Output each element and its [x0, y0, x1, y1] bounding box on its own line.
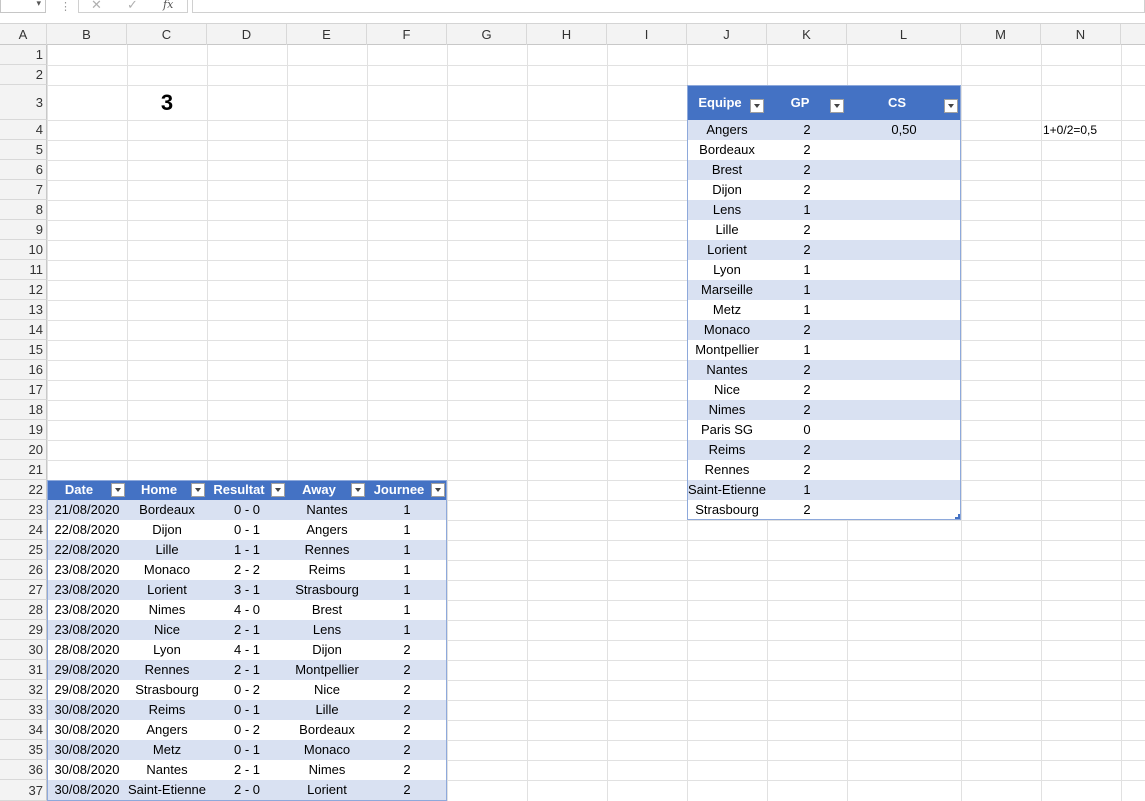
match-table-cell-away[interactable]: Lille — [287, 700, 367, 720]
row-header[interactable]: 21 — [0, 460, 47, 480]
team-table-header-label: Equipe — [698, 95, 742, 110]
match-table-cell-date[interactable]: 29/08/2020 — [47, 660, 127, 680]
table-row — [687, 120, 961, 140]
team-table-cell-gp[interactable]: 2 — [767, 380, 847, 400]
team-table-cell-team[interactable]: Paris SG — [687, 420, 767, 440]
column-header-h[interactable]: H — [527, 24, 607, 45]
team-table-cell-gp[interactable]: 2 — [767, 140, 847, 160]
table-row — [47, 580, 447, 600]
team-table-cell-team[interactable]: Monaco — [687, 320, 767, 340]
filter-dropdown-icon[interactable] — [271, 483, 285, 497]
grid-line — [47, 280, 1145, 281]
match-table-cell-away[interactable]: Bordeaux — [287, 720, 367, 740]
row-header[interactable]: 23 — [0, 500, 47, 520]
match-table-header-journee[interactable] — [367, 480, 447, 500]
match-table-cell-result[interactable]: 2 - 1 — [207, 620, 287, 640]
match-table-cell-date[interactable]: 23/08/2020 — [47, 560, 127, 580]
team-table-cell-gp[interactable]: 2 — [767, 320, 847, 340]
grid-line — [47, 120, 1145, 121]
row-header[interactable]: 1 — [0, 45, 47, 65]
match-table-cell-home[interactable]: Monaco — [127, 560, 207, 580]
team-table-cell-team[interactable]: Nantes — [687, 360, 767, 380]
team-table-cell-team[interactable]: Nimes — [687, 400, 767, 420]
formula-bar-splitter[interactable]: ⋮ — [60, 1, 71, 13]
match-table-cell-result[interactable]: 1 - 1 — [207, 540, 287, 560]
match-table-cell-away[interactable]: Montpellier — [287, 660, 367, 680]
row-header[interactable]: 13 — [0, 300, 47, 320]
match-table-cell-away[interactable]: Angers — [287, 520, 367, 540]
match-table-cell-day[interactable]: 1 — [367, 500, 447, 520]
row-header[interactable]: 11 — [0, 260, 47, 280]
match-table-cell-day[interactable]: 1 — [367, 620, 447, 640]
row-header[interactable]: 36 — [0, 760, 47, 780]
column-header-n[interactable]: N — [1041, 24, 1121, 45]
row-header[interactable]: 25 — [0, 540, 47, 560]
grid-line — [47, 240, 1145, 241]
row-header[interactable]: 15 — [0, 340, 47, 360]
table-row — [687, 400, 961, 420]
fx-icon[interactable]: fx — [163, 0, 174, 11]
column-header-a[interactable]: A — [0, 24, 47, 45]
team-table-cell-gp[interactable]: 1 — [767, 480, 847, 500]
chevron-down-icon[interactable]: ▾ — [36, 0, 41, 8]
row-header[interactable]: 19 — [0, 420, 47, 440]
grid-line — [47, 420, 1145, 421]
team-table-cell-cs[interactable]: 0,50 — [847, 120, 961, 140]
match-table-cell-result[interactable]: 4 - 0 — [207, 600, 287, 620]
row-header[interactable]: 26 — [0, 560, 47, 580]
table-row — [687, 300, 961, 320]
match-table-cell-result[interactable]: 3 - 1 — [207, 580, 287, 600]
grid-line — [47, 260, 1145, 261]
team-table-cell-gp[interactable]: 1 — [767, 300, 847, 320]
team-table-cell-team[interactable]: Lens — [687, 200, 767, 220]
match-table-cell-home[interactable]: Dijon — [127, 520, 207, 540]
team-table-cell-gp[interactable]: 2 — [767, 220, 847, 240]
team-table-cell-team[interactable]: Brest — [687, 160, 767, 180]
match-table-cell-home[interactable]: Lyon — [127, 640, 207, 660]
match-table-cell-result[interactable]: 0 - 1 — [207, 740, 287, 760]
filter-dropdown-icon[interactable] — [111, 483, 125, 497]
table-row — [687, 380, 961, 400]
row-header[interactable]: 2 — [0, 65, 47, 85]
team-table-cell-team[interactable]: Saint-Etienne — [687, 480, 767, 500]
table-row — [687, 160, 961, 180]
table-row — [47, 520, 447, 540]
team-table-cell-gp[interactable]: 2 — [767, 120, 847, 140]
row-header[interactable]: 30 — [0, 640, 47, 660]
match-table-cell-home[interactable]: Nice — [127, 620, 207, 640]
row-header[interactable]: 16 — [0, 360, 47, 380]
grid-line — [47, 340, 1145, 341]
row-header[interactable]: 14 — [0, 320, 47, 340]
row-header[interactable]: 17 — [0, 380, 47, 400]
team-table-cell-team[interactable]: Marseille — [687, 280, 767, 300]
match-table-cell-home[interactable]: Lille — [127, 540, 207, 560]
grid-line — [47, 300, 1145, 301]
grid-line — [47, 440, 1145, 441]
match-table-header-label: Home — [140, 482, 178, 497]
match-table-cell-home[interactable]: Bordeaux — [127, 500, 207, 520]
row-header[interactable]: 29 — [0, 620, 47, 640]
team-table-cell-team[interactable]: Rennes — [687, 460, 767, 480]
match-table-cell-away[interactable]: Lorient — [287, 780, 367, 800]
table-row — [47, 720, 447, 740]
filter-dropdown-icon[interactable] — [750, 99, 764, 113]
team-table-cell-gp[interactable]: 2 — [767, 160, 847, 180]
row-header[interactable]: 37 — [0, 780, 47, 801]
close-icon[interactable]: ✕ — [91, 0, 102, 12]
match-table-cell-day[interactable]: 2 — [367, 680, 447, 700]
grid-line — [47, 320, 1145, 321]
row-header[interactable]: 22 — [0, 480, 47, 500]
table-resize-handle[interactable] — [955, 514, 960, 519]
big-value-cell[interactable]: 3 — [160, 90, 174, 115]
match-table-cell-home[interactable]: Rennes — [127, 660, 207, 680]
match-table-cell-day[interactable]: 1 — [367, 560, 447, 580]
team-table-cell-team[interactable]: Nice — [687, 380, 767, 400]
table-row — [47, 620, 447, 640]
match-table-cell-day[interactable]: 1 — [367, 520, 447, 540]
match-table-cell-date[interactable]: 21/08/2020 — [47, 500, 127, 520]
grid-line — [47, 360, 1145, 361]
table-row — [687, 460, 961, 480]
match-table-cell-result[interactable]: 0 - 2 — [207, 680, 287, 700]
team-table-cell-gp[interactable]: 0 — [767, 420, 847, 440]
table-row — [687, 180, 961, 200]
row-header[interactable]: 28 — [0, 600, 47, 620]
match-table-cell-date[interactable]: 23/08/2020 — [47, 620, 127, 640]
table-row — [687, 240, 961, 260]
match-table-cell-away[interactable]: Brest — [287, 600, 367, 620]
team-table-header-gp[interactable] — [767, 85, 847, 120]
match-table-cell-away[interactable]: Nimes — [287, 760, 367, 780]
table-row — [47, 660, 447, 680]
row-header[interactable]: 10 — [0, 240, 47, 260]
match-table-cell-result[interactable]: 2 - 1 — [207, 760, 287, 780]
row-header[interactable]: 6 — [0, 160, 47, 180]
team-table-cell-cs[interactable] — [847, 240, 961, 260]
team-table-cell-team[interactable]: Reims — [687, 440, 767, 460]
match-table-cell-away[interactable]: Reims — [287, 560, 367, 580]
team-table-cell-gp[interactable]: 2 — [767, 440, 847, 460]
column-header-i[interactable]: I — [607, 24, 687, 45]
match-table-cell-date[interactable]: 30/08/2020 — [47, 780, 127, 800]
table-row — [47, 760, 447, 780]
match-table-cell-date[interactable]: 22/08/2020 — [47, 540, 127, 560]
row-header[interactable]: 31 — [0, 660, 47, 680]
team-table-cell-cs[interactable] — [847, 400, 961, 420]
match-table-cell-day[interactable]: 2 — [367, 780, 447, 800]
match-table-cell-date[interactable]: 29/08/2020 — [47, 680, 127, 700]
team-table-cell-cs[interactable] — [847, 440, 961, 460]
team-table-cell-cs[interactable] — [847, 160, 961, 180]
row-header[interactable]: 9 — [0, 220, 47, 240]
table-row — [687, 340, 961, 360]
table-row — [687, 480, 961, 500]
match-table-cell-day[interactable]: 2 — [367, 760, 447, 780]
match-table-cell-away[interactable]: Monaco — [287, 740, 367, 760]
column-header-f[interactable]: F — [367, 24, 447, 45]
match-table-header-resultat[interactable] — [207, 480, 287, 500]
match-table-cell-home[interactable]: Angers — [127, 720, 207, 740]
formula-input[interactable] — [192, 0, 1145, 13]
table-row — [47, 700, 447, 720]
team-table-cell-gp[interactable]: 2 — [767, 360, 847, 380]
team-table-header-label: CS — [887, 95, 907, 110]
column-header-e[interactable]: E — [287, 24, 367, 45]
match-table-cell-date[interactable]: 23/08/2020 — [47, 600, 127, 620]
team-table-cell-team[interactable]: Lorient — [687, 240, 767, 260]
row-header[interactable]: 32 — [0, 680, 47, 700]
team-table-cell-gp[interactable]: 2 — [767, 400, 847, 420]
match-table-cell-away[interactable]: Nice — [287, 680, 367, 700]
match-table-cell-day[interactable]: 1 — [367, 540, 447, 560]
match-table-cell-date[interactable]: 30/08/2020 — [47, 740, 127, 760]
team-table-cell-gp[interactable]: 2 — [767, 240, 847, 260]
match-table-header-date[interactable] — [47, 480, 127, 500]
match-table-header-away[interactable] — [287, 480, 367, 500]
match-table-cell-day[interactable]: 2 — [367, 700, 447, 720]
grid-line — [47, 460, 1145, 461]
check-icon[interactable]: ✓ — [127, 0, 138, 12]
table-row — [687, 420, 961, 440]
grid-line — [47, 400, 1145, 401]
table-row — [47, 680, 447, 700]
name-box[interactable] — [0, 0, 46, 13]
column-header-g[interactable]: G — [447, 24, 527, 45]
formula-bar — [0, 0, 1145, 24]
team-table-cell-cs[interactable] — [847, 260, 961, 280]
match-table-cell-home[interactable]: Saint-Etienne — [127, 780, 207, 800]
match-table-cell-day[interactable]: 2 — [367, 740, 447, 760]
match-table-cell-result[interactable]: 2 - 1 — [207, 660, 287, 680]
match-table-cell-home[interactable]: Lorient — [127, 580, 207, 600]
grid-line — [47, 220, 1145, 221]
formula-bar-buttons — [78, 0, 188, 13]
team-table-cell-team[interactable]: Dijon — [687, 180, 767, 200]
match-table-cell-result[interactable]: 4 - 1 — [207, 640, 287, 660]
team-table-cell-cs[interactable] — [847, 500, 961, 520]
row-header[interactable]: 35 — [0, 740, 47, 760]
row-header[interactable]: 24 — [0, 520, 47, 540]
filter-dropdown-icon[interactable] — [944, 99, 958, 113]
match-table-cell-date[interactable]: 30/08/2020 — [47, 700, 127, 720]
filter-dropdown-icon[interactable] — [431, 483, 445, 497]
grid-line — [47, 65, 1145, 66]
match-table-header-label: Resultat — [213, 482, 265, 497]
row-header[interactable]: 33 — [0, 700, 47, 720]
match-table-header-label: Journee — [373, 482, 425, 497]
team-table-cell-team[interactable]: Lille — [687, 220, 767, 240]
row-header[interactable]: 34 — [0, 720, 47, 740]
match-table-cell-away[interactable]: Lens — [287, 620, 367, 640]
grid-line — [47, 200, 1145, 201]
table-row — [687, 280, 961, 300]
grid-line — [47, 140, 1145, 141]
match-table-cell-away[interactable]: Rennes — [287, 540, 367, 560]
team-table-cell-cs[interactable] — [847, 380, 961, 400]
table-row — [687, 320, 961, 340]
match-table-cell-day[interactable]: 1 — [367, 600, 447, 620]
grid-line — [961, 45, 962, 801]
team-table-cell-team[interactable]: Montpellier — [687, 340, 767, 360]
match-table-cell-date[interactable]: 23/08/2020 — [47, 580, 127, 600]
grid-line — [527, 45, 528, 801]
match-table-cell-date[interactable]: 22/08/2020 — [47, 520, 127, 540]
row-header[interactable]: 3 — [0, 85, 47, 120]
match-table-cell-home[interactable]: Nimes — [127, 600, 207, 620]
match-table-cell-day[interactable]: 1 — [367, 580, 447, 600]
match-table-cell-result[interactable]: 0 - 0 — [207, 500, 287, 520]
team-table-cell-cs[interactable] — [847, 280, 961, 300]
match-table-cell-home[interactable]: Strasbourg — [127, 680, 207, 700]
team-table-cell-cs[interactable] — [847, 180, 961, 200]
row-header[interactable]: 5 — [0, 140, 47, 160]
team-table-cell-gp[interactable]: 1 — [767, 280, 847, 300]
team-table-cell-cs[interactable] — [847, 480, 961, 500]
column-header-c[interactable]: C — [127, 24, 207, 45]
column-header-k[interactable]: K — [767, 24, 847, 45]
match-table-cell-away[interactable]: Strasbourg — [287, 580, 367, 600]
match-table-cell-away[interactable]: Nantes — [287, 500, 367, 520]
table-row — [687, 360, 961, 380]
grid-line — [47, 160, 1145, 161]
team-table-cell-team[interactable]: Angers — [687, 120, 767, 140]
team-table-cell-cs[interactable] — [847, 420, 961, 440]
row-header[interactable]: 12 — [0, 280, 47, 300]
team-table-cell-cs[interactable] — [847, 140, 961, 160]
table-row — [687, 140, 961, 160]
match-table-cell-away[interactable]: Dijon — [287, 640, 367, 660]
team-table-cell-gp[interactable]: 1 — [767, 260, 847, 280]
team-table-header-equipe[interactable] — [687, 85, 767, 120]
grid-line — [1121, 45, 1122, 801]
column-header-b[interactable]: B — [47, 24, 127, 45]
filter-dropdown-icon[interactable] — [830, 99, 844, 113]
column-header-l[interactable]: L — [847, 24, 961, 45]
table-row — [47, 600, 447, 620]
table-row — [47, 560, 447, 580]
grid-line — [447, 45, 448, 801]
table-row — [687, 260, 961, 280]
team-table-header-label: GP — [790, 95, 810, 110]
table-row — [47, 780, 447, 800]
filter-dropdown-icon[interactable] — [351, 483, 365, 497]
table-row — [47, 740, 447, 760]
column-header-d[interactable]: D — [207, 24, 287, 45]
match-table-cell-home[interactable]: Metz — [127, 740, 207, 760]
row-header[interactable]: 27 — [0, 580, 47, 600]
team-table-cell-cs[interactable] — [847, 320, 961, 340]
team-table-cell-cs[interactable] — [847, 300, 961, 320]
team-table-cell-cs[interactable] — [847, 340, 961, 360]
row-header[interactable]: 7 — [0, 180, 47, 200]
table-row — [687, 440, 961, 460]
column-header-m[interactable]: M — [961, 24, 1041, 45]
team-table-cell-cs[interactable] — [847, 360, 961, 380]
match-table-cell-result[interactable]: 2 - 0 — [207, 780, 287, 800]
table-row — [47, 640, 447, 660]
team-table-cell-gp[interactable]: 1 — [767, 200, 847, 220]
match-table-cell-result[interactable]: 2 - 2 — [207, 560, 287, 580]
row-header[interactable]: 20 — [0, 440, 47, 460]
team-table-cell-gp[interactable]: 2 — [767, 500, 847, 520]
team-table-cell-team[interactable]: Strasbourg — [687, 500, 767, 520]
match-table-cell-day[interactable]: 2 — [367, 660, 447, 680]
team-table-cell-gp[interactable]: 2 — [767, 460, 847, 480]
match-table-cell-date[interactable]: 30/08/2020 — [47, 760, 127, 780]
team-table-cell-gp[interactable]: 2 — [767, 180, 847, 200]
match-table-cell-home[interactable]: Reims — [127, 700, 207, 720]
team-table-cell-team[interactable]: Bordeaux — [687, 140, 767, 160]
match-table-header-home[interactable] — [127, 480, 207, 500]
team-table-cell-cs[interactable] — [847, 220, 961, 240]
row-header[interactable]: 18 — [0, 400, 47, 420]
row-header[interactable]: 8 — [0, 200, 47, 220]
team-table-cell-gp[interactable]: 1 — [767, 340, 847, 360]
column-header-j[interactable]: J — [687, 24, 767, 45]
match-table-cell-result[interactable]: 0 - 2 — [207, 720, 287, 740]
team-table-cell-team[interactable]: Lyon — [687, 260, 767, 280]
match-table-cell-day[interactable]: 2 — [367, 720, 447, 740]
note-cell[interactable]: 1+0/2=0,5 — [1043, 123, 1098, 137]
team-table-cell-cs[interactable] — [847, 200, 961, 220]
grid-line — [47, 180, 1145, 181]
table-row — [687, 200, 961, 220]
match-table-cell-date[interactable]: 30/08/2020 — [47, 720, 127, 740]
match-table-cell-day[interactable]: 2 — [367, 640, 447, 660]
table-row — [47, 540, 447, 560]
table-row — [687, 500, 961, 520]
match-table-cell-home[interactable]: Nantes — [127, 760, 207, 780]
grid-line — [47, 380, 1145, 381]
match-table-cell-result[interactable]: 0 - 1 — [207, 700, 287, 720]
grid-line — [1041, 45, 1042, 801]
match-table-header-label: Away — [302, 482, 336, 497]
table-row — [47, 500, 447, 520]
match-table-cell-result[interactable]: 0 - 1 — [207, 520, 287, 540]
row-header[interactable]: 4 — [0, 120, 47, 140]
team-table-cell-cs[interactable] — [847, 460, 961, 480]
grid-line — [47, 85, 1145, 86]
team-table-header-cs[interactable] — [847, 85, 961, 120]
grid-line — [607, 45, 608, 801]
team-table-cell-team[interactable]: Metz — [687, 300, 767, 320]
match-table-header-label: Date — [64, 482, 94, 497]
filter-dropdown-icon[interactable] — [191, 483, 205, 497]
table-row — [687, 220, 961, 240]
column-headers — [0, 24, 1145, 45]
match-table-cell-date[interactable]: 28/08/2020 — [47, 640, 127, 660]
